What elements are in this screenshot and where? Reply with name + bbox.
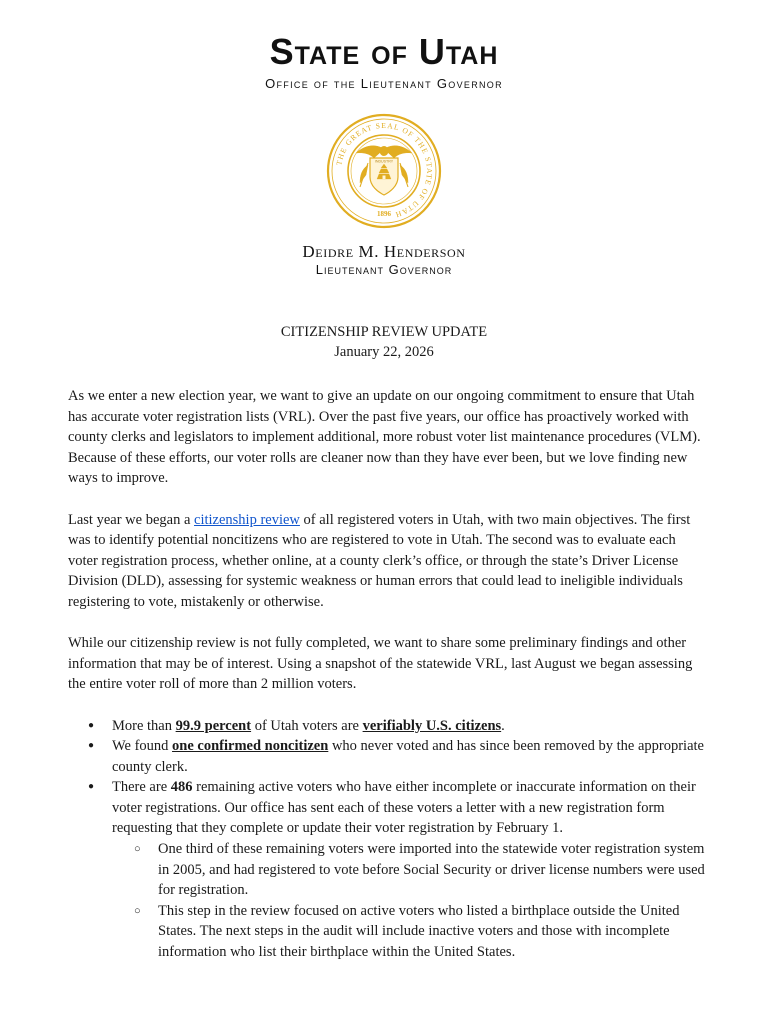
sub-list-item: ○ One third of these remaining voters were imported into the statewide voter registration system in 2005, and had registered to vote before Social Security or driver license numbers were used for registration. <box>112 839 708 901</box>
sub-list <box>112 839 708 963</box>
seal-text: THE GREAT SEAL OF THE STATE OF UTAH <box>334 120 435 220</box>
lieutenant-governor-name: Deidre M. Henderson <box>302 242 466 261</box>
list-item: ● More than 99.9 percent of Utah voters are verifiably U.S. citizens. <box>68 716 708 737</box>
seal-year: 1896 <box>377 210 391 218</box>
lieutenant-governor-title: Lieutenant Governor <box>315 262 453 277</box>
document-date: January 22, 2026 <box>334 344 434 360</box>
office-subtitle: Office of the Lieutenant Governor <box>265 76 503 91</box>
sub-list-item: ○ This step in the review focused on active voters who listed a birthplace outside the United States. The next steps in the audit will include inactive voters and those with incomplete information who list their birthplace within the United States. <box>112 901 708 963</box>
paragraph-1: As we enter a new election year, we want to give an update on our ongoing commitment to ensure that Utah has accurate voter registration lists (VRL). Over the past five years, our office has proactively worked with county clerks and legislators to implement additional, more robust voter list maintenance procedures (VLM). Because of these efforts, our voter rolls are cleaner now than they have ever been, but we love finding new ways to improve. <box>68 388 701 487</box>
list-item: ● There are 486 remaining active voters who have either incomplete or inaccurate information on their voter registrations. Our office has sent each of these voters a letter with a new registration form requesting that they complete or update their voter registration by February 1. ○ One third of these remaining voters were imported into the statewide voter registration system in 2005, and had registered to vote before Social Security or driver license numbers were used for registration. ○ This step in the review focused on active voters who listed a birthplace outside the United States. The next steps in the audit will include inactive voters and those with incomplete information who list their birthplace within the United States. <box>68 777 708 962</box>
seal-motto: INDUSTRY <box>374 159 394 164</box>
paragraph-2: Last year we began a citizenship review of all registered voters in Utah, with two main objectives. The first was to identify potential noncitizens who are registered to vote in Utah. The second was to evaluate each voter registration process, whether online, at a county clerk’s office, or through the state’s Driver License Division (DLD), assessing for systemic weakness or human errors that could lead to ineligible individuals registering to vote, mistakenly or otherwise. <box>68 511 691 610</box>
list-item: ● We found one confirmed noncitizen who never voted and has since been removed by the appropriate county clerk. <box>68 736 708 777</box>
document-title: CITIZENSHIP REVIEW UPDATE <box>280 324 488 340</box>
state-title: State of Utah <box>269 31 499 72</box>
letterhead <box>0 30 768 277</box>
citizenship-review-link[interactable]: citizenship review <box>194 511 300 528</box>
paragraph-3: While our citizenship review is not fully completed, we want to share some preliminary findings and other information that may be of interest. Using a snapshot of the statewide VRL, last August we began assessing the entire voter roll of more than 2 million voters. <box>68 635 693 693</box>
findings-list <box>68 716 708 963</box>
document-body <box>68 386 708 963</box>
document-header <box>0 322 768 362</box>
state-seal-icon <box>326 113 442 229</box>
